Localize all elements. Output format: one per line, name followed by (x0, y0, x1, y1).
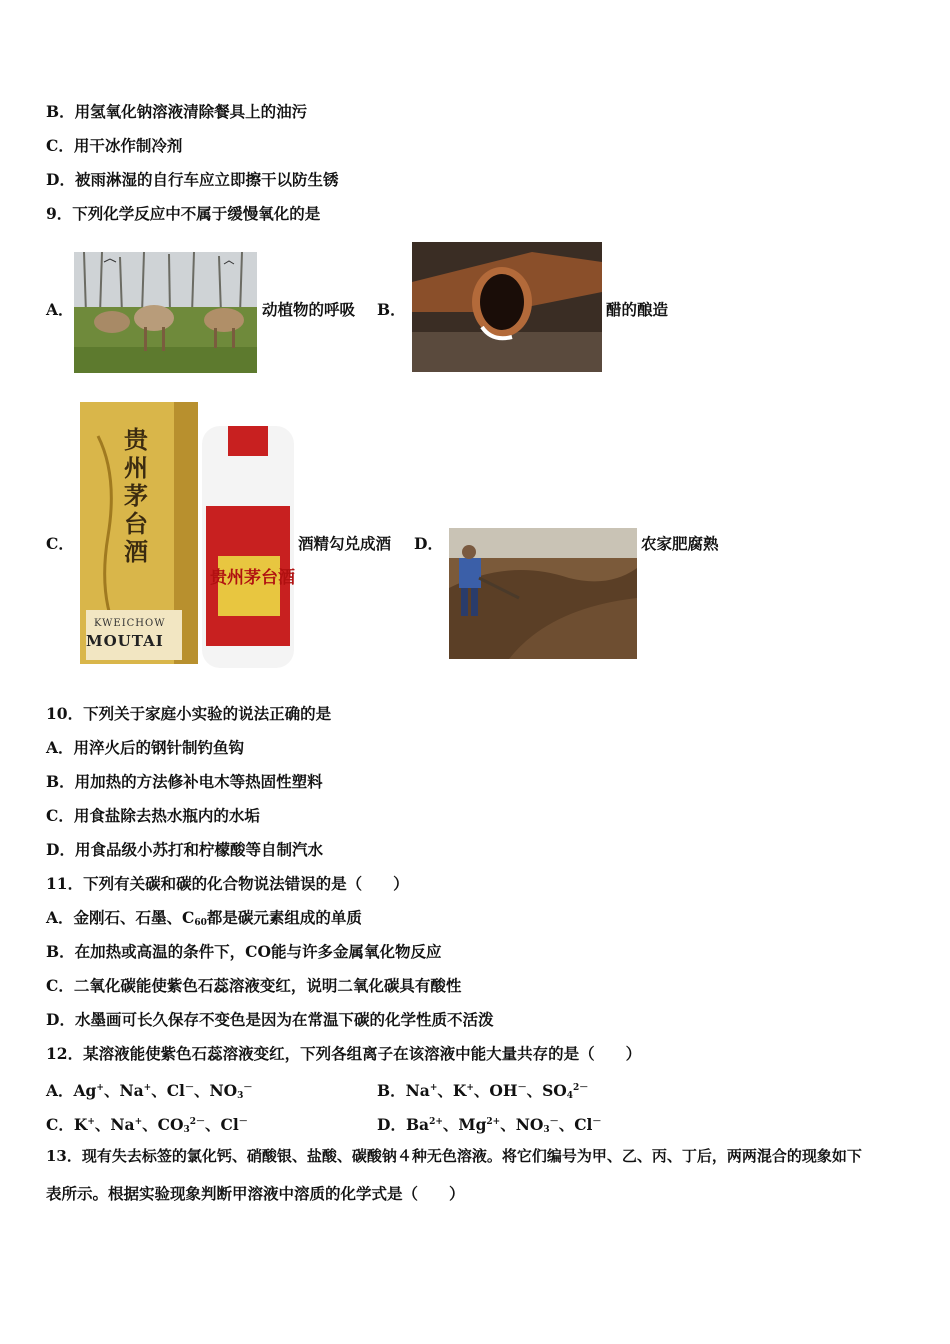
q12-option-b: B．Na+、K+、OH－、$SO_4^{2-}$ (377, 1081, 589, 1101)
q12-option-b-label: B． (377, 1081, 406, 1100)
q11-option-d: D．水墨画可长久保存不变色是因为在常温下碳的化学性质不活泼 (46, 1010, 494, 1029)
q9-stem: 9．下列化学反应中不属于缓慢氧化的是 (46, 204, 321, 223)
q11-option-a (46, 908, 362, 933)
q8-option-b: B．用氢氧化钠溶液清除餐具上的油污 (46, 102, 308, 121)
q13-line2: 表所示。根据实验现象判断甲溶液中溶质的化学式是（ ） (46, 1184, 465, 1203)
moutai-bottle-label: 贵州茅台酒 (210, 568, 295, 588)
q11-option-a-pre: A．金刚石、石墨、C (46, 908, 195, 927)
q12-option-c-label: C． (46, 1115, 74, 1134)
q9-d-text: 农家肥腐熟 (641, 534, 719, 553)
q13-line1: 13．现有失去标签的氯化钙、硝酸银、盐酸、碳酸钠４种无色溶液。将它们编号为甲、乙、丙、丁后，两两混合的现象如下 (46, 1147, 862, 1165)
q12-option-c: C．K+、Na+、$CO_3^{2-}$、Cl－ (46, 1115, 248, 1135)
q12-option-a: A．Ag+、Na+、Cl－、$NO_3^-$ (46, 1081, 253, 1101)
q8-option-d: D．被雨淋湿的自行车应立即擦干以防生锈 (46, 170, 339, 189)
moutai-photo (78, 396, 296, 668)
moutai-box-brand-cn: 贵州茅台酒 (124, 425, 148, 566)
manure-photo (449, 528, 637, 659)
q8-option-c: C．用干冰作制冷剂 (46, 136, 183, 155)
deer-photo (74, 252, 257, 373)
q10-stem: 10．下列关于家庭小实验的说法正确的是 (46, 704, 332, 723)
q9-c-text: 酒精勾兑成酒 (298, 534, 392, 553)
q12-stem: 12．某溶液能使紫色石蕊溶液变红，下列各组离子在该溶液中能大量共存的是（ ） (46, 1044, 642, 1063)
q11-option-c: C．二氧化碳能使紫色石蕊溶液变红，说明二氧化碳具有酸性 (46, 976, 462, 995)
q10-option-d: D．用食品级小苏打和柠檬酸等自制汽水 (46, 840, 323, 859)
q12-option-d-label: D． (377, 1115, 406, 1134)
moutai-box-brand-en1: KWEICHOW (94, 618, 166, 629)
q10-option-b: B．用加热的方法修补电木等热固性塑料 (46, 772, 323, 791)
q9-b-letter: B． (377, 300, 406, 319)
q9-a-text: 动植物的呼吸 (262, 300, 356, 319)
q9-c-letter: C． (46, 534, 74, 553)
q12-option-d: D．$Ba^{2+}$、$Mg^{2+}$、$NO_3^-$、Cl－ (377, 1115, 602, 1135)
q11-option-a-sub: 60 (194, 918, 207, 928)
q11-stem: 11．下列有关碳和碳的化合物说法错误的是（ ） (46, 874, 409, 893)
q10-option-c: C．用食盐除去热水瓶内的水垢 (46, 806, 260, 825)
q9-d-letter: D． (414, 534, 443, 553)
q9-b-text: 醋的酿造 (606, 300, 669, 319)
q12-option-a-label: A． (46, 1081, 74, 1100)
q10-option-a: A．用淬火后的钢针制钓鱼钩 (46, 738, 245, 757)
q11-option-b: B．在加热或高温的条件下，CO能与许多金属氧化物反应 (46, 942, 442, 961)
q9-a-letter: A． (46, 300, 74, 319)
moutai-box-brand-en2: MOUTAI (86, 632, 164, 650)
vinegar-photo (412, 242, 602, 372)
q11-option-a-post: 都是碳元素组成的单质 (206, 908, 362, 927)
